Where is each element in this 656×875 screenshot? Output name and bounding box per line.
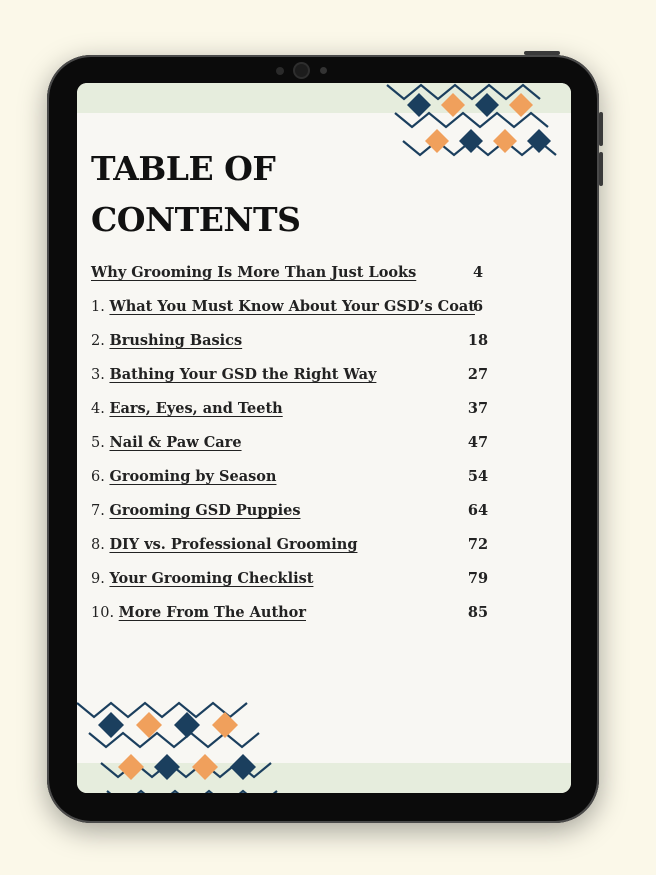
toc-entry[interactable]: [91, 502, 511, 536]
zigzag-line: [387, 85, 540, 99]
toc-entry[interactable]: [91, 332, 511, 366]
toc-entry[interactable]: [91, 298, 511, 332]
toc-entry-page: 64: [467, 502, 489, 519]
toc-entry-page: 79: [467, 570, 489, 587]
tablet-top-button: [524, 51, 560, 55]
toc-entry[interactable]: [91, 536, 511, 570]
toc-entry[interactable]: [91, 468, 511, 502]
diamond-tile: [154, 754, 180, 780]
front-camera-icon: [295, 64, 308, 77]
toc-entry-number: 9.: [91, 571, 110, 587]
toc-entry-link[interactable]: Ears, Eyes, and Teeth: [109, 400, 283, 417]
toc-entry-page: 18: [467, 332, 489, 349]
toc-entry-page: 72: [467, 536, 489, 553]
tablet-screen: [77, 83, 571, 793]
diamond-tile: [459, 129, 483, 153]
toc-entry-number: 1.: [91, 299, 110, 315]
toc-entry-page: 37: [467, 400, 489, 417]
toc-entry[interactable]: [91, 570, 511, 604]
toc-entry-page: 47: [467, 434, 489, 451]
toc-entry[interactable]: [91, 366, 511, 400]
toc-entry-number: 5.: [91, 435, 110, 451]
page-title-line-2: CONTENTS: [91, 200, 301, 239]
page-title-line-1: TABLE OF: [91, 149, 276, 188]
sensor-dot-left: [276, 67, 284, 75]
diamond-tile: [493, 129, 517, 153]
sensor-dot-right: [320, 67, 327, 74]
toc-entry[interactable]: [91, 604, 511, 638]
diamond-tile: [212, 712, 238, 738]
toc-entry-number: 3.: [91, 367, 110, 383]
diamond-tile: [527, 129, 551, 153]
toc-entry-number: 6.: [91, 469, 110, 485]
toc-entry-link[interactable]: Grooming by Season: [109, 468, 277, 485]
toc-entry-link[interactable]: Nail & Paw Care: [109, 434, 242, 451]
tablet-volume-up-button: [599, 112, 603, 146]
toc-entry-link[interactable]: More From The Author: [118, 604, 306, 621]
toc-entry-link[interactable]: Why Grooming Is More Than Just Looks: [91, 264, 417, 281]
diamond-tile: [118, 754, 144, 780]
toc-entry-page: 4: [472, 264, 484, 281]
toc-entry[interactable]: [91, 400, 511, 434]
toc-entry-page: 6: [472, 298, 484, 315]
zigzag-line: [107, 791, 277, 793]
toc-entry-link[interactable]: Bathing Your GSD the Right Way: [109, 366, 377, 383]
toc-entry-number: 7.: [91, 503, 110, 519]
page-title: [91, 143, 391, 245]
toc-entry-number: 8.: [91, 537, 110, 553]
top-right-diamond-pattern: [385, 83, 571, 165]
toc-entry-link[interactable]: Grooming GSD Puppies: [109, 502, 301, 519]
toc-entry-number: 4.: [91, 401, 110, 417]
toc-entry[interactable]: [91, 434, 511, 468]
toc-entry-number: 10.: [91, 605, 119, 621]
table-of-contents: [91, 264, 511, 638]
toc-entry-page: 85: [467, 604, 489, 621]
toc-entry-page: 27: [467, 366, 489, 383]
toc-entry-link[interactable]: DIY vs. Professional Grooming: [109, 536, 358, 553]
toc-entry-number: 2.: [91, 333, 110, 349]
bottom-left-diamond-pattern: [77, 701, 287, 793]
toc-entry[interactable]: [91, 264, 511, 298]
tablet-volume-down-button: [599, 152, 603, 186]
toc-entry-link[interactable]: Your Grooming Checklist: [109, 570, 314, 587]
toc-entry-link[interactable]: What You Must Know About Your GSD’s Coat: [109, 298, 475, 315]
diamond-tile: [425, 129, 449, 153]
toc-entry-page: 54: [467, 468, 489, 485]
zigzag-line: [77, 703, 247, 717]
zigzag-line: [89, 733, 259, 747]
toc-entry-link[interactable]: Brushing Basics: [109, 332, 243, 349]
diamond-tile: [192, 754, 218, 780]
